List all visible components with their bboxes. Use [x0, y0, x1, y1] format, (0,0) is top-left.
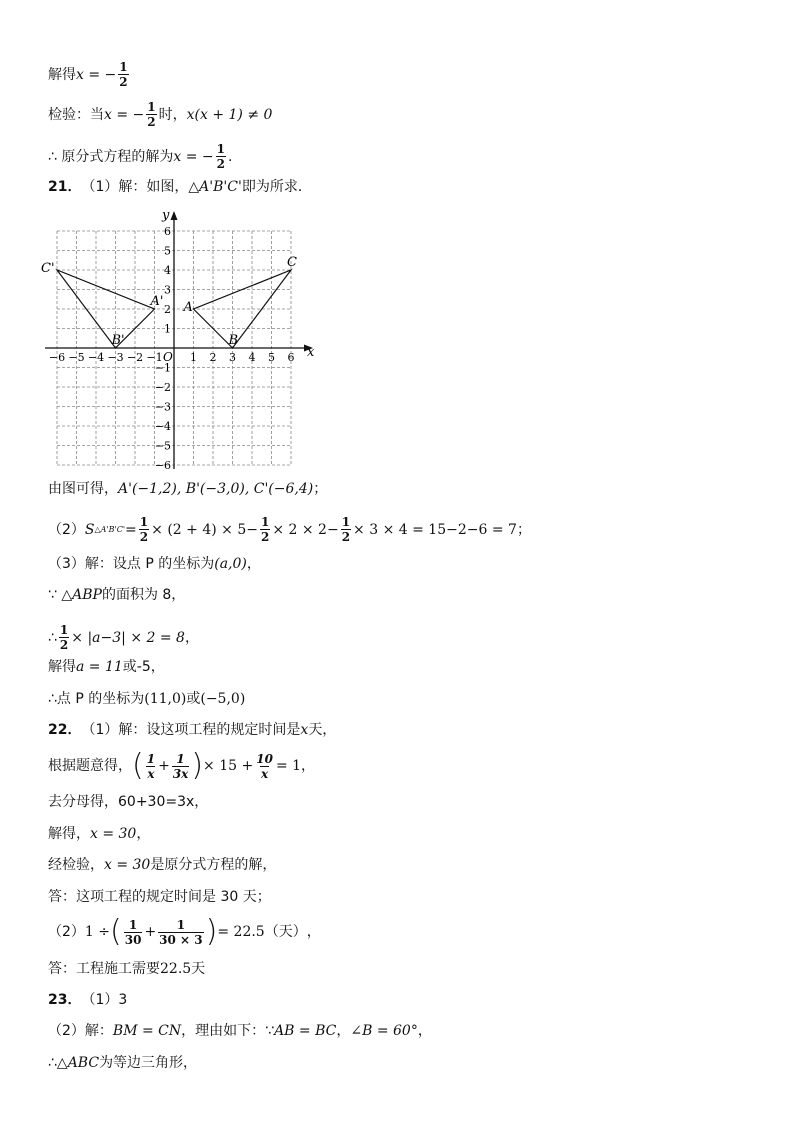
text: 是原分式方程的解，	[150, 857, 277, 873]
text: ，	[336, 1023, 351, 1039]
math-expr: AB = BC	[274, 1023, 337, 1039]
check-line	[48, 100, 272, 129]
math-expr: × 15 +	[203, 758, 254, 774]
y-tick-label: −2	[154, 381, 171, 394]
text: 天	[191, 961, 206, 977]
text: 根据题意得，	[48, 758, 132, 774]
x-tick-label: −1	[146, 351, 163, 364]
text: ∴△	[48, 1055, 68, 1071]
question-number: 22．	[48, 722, 82, 738]
math-expr: BM = CN	[112, 1023, 182, 1039]
math-expr: ABP	[72, 587, 102, 603]
right-paren: )	[205, 914, 218, 949]
therefore-line	[48, 1054, 197, 1072]
text: ，	[417, 1023, 432, 1039]
text: 解得	[48, 66, 76, 83]
math-var: x	[300, 722, 309, 738]
part2-line	[48, 913, 321, 951]
check-line	[48, 856, 276, 874]
clear-denominator-line	[48, 793, 208, 811]
y-tick-label: −3	[154, 400, 171, 414]
area-line	[48, 515, 531, 544]
vertex-label: B	[228, 333, 239, 348]
x-tick-label: 5	[268, 351, 275, 364]
text: （2）解：	[48, 1023, 113, 1039]
y-tick-label: −6	[154, 459, 171, 472]
part2-line	[48, 1022, 432, 1040]
vertex-label: A'	[150, 294, 164, 309]
vertex-label: B'	[111, 333, 125, 348]
math-expr: =	[125, 521, 137, 538]
text: 由图可得，	[48, 481, 118, 497]
left-paren: (	[132, 748, 144, 783]
y-tick-label: 5	[164, 244, 171, 258]
text: （1）3	[81, 992, 128, 1008]
text: （1）解：如图，△	[81, 179, 200, 195]
text: 去分母得，60+30=3x，	[48, 794, 209, 810]
y-axis-label: y	[162, 208, 170, 223]
text: 检验：当	[48, 106, 104, 123]
x-tick-label: −4	[87, 351, 105, 364]
y-axis-arrow	[171, 211, 178, 220]
text: ，	[246, 556, 261, 572]
math-expr: x = −	[76, 66, 117, 83]
math-symbol: S	[84, 521, 95, 538]
text: 答：工程施工需要	[48, 961, 160, 977]
math-expr: = 22.5（天）	[217, 924, 307, 940]
text: ；	[313, 481, 328, 497]
question-number: 23．	[48, 992, 82, 1008]
math-expr: (−5,0)	[200, 691, 246, 707]
text: （1）解：设这项工程的规定时间是	[81, 722, 301, 738]
text: 或-5，	[122, 659, 165, 675]
math-expr: ABC	[67, 1055, 100, 1071]
text: 经检验，	[48, 857, 104, 873]
text: （2）	[48, 521, 85, 538]
x-tick-label: 2	[209, 351, 217, 364]
y-tick-label: 3	[164, 283, 171, 297]
math-expr: 1 ÷	[84, 924, 111, 940]
solution-line	[48, 60, 131, 89]
fraction: $\frac{1}{x}$	[146, 751, 156, 781]
solve-line	[48, 825, 150, 843]
x-tick-label: 4	[248, 351, 256, 364]
right-paren: )	[191, 748, 204, 783]
text: 解得	[48, 659, 76, 675]
math-expr: x = 30	[90, 826, 137, 842]
text: （3）解：设点 P 的坐标为	[48, 556, 215, 572]
fraction: $\frac{1}{30 \times 3}$	[159, 917, 203, 947]
text: 即为所求．	[241, 179, 312, 195]
vertex-label: C'	[41, 261, 55, 276]
fraction: $\frac{1}{3x}$	[172, 751, 189, 781]
fraction: $\frac{1}{30}$	[124, 917, 142, 947]
solve-line	[48, 658, 165, 676]
text: 为等边三角形，	[99, 1055, 198, 1071]
y-tick-label: 1	[164, 322, 171, 336]
y-tick-label: −5	[154, 439, 171, 453]
x-tick-label: 1	[190, 351, 197, 364]
question-22-heading	[48, 721, 336, 739]
math-expr: x = 30	[104, 857, 151, 873]
text: ∴ 原分式方程的解为	[48, 148, 174, 165]
x-tick-label: −3	[107, 351, 124, 364]
fraction: $\frac{1}{2}$	[260, 515, 270, 544]
math-expr: x = −	[173, 148, 214, 165]
text: ∴点 P 的坐标为	[48, 691, 145, 707]
text: ，理由如下：∵	[181, 1023, 275, 1039]
fraction: $\frac{1}{2}$	[139, 515, 149, 544]
fraction: $\frac{1}{2}$	[216, 142, 225, 171]
x-tick-label: −2	[126, 351, 144, 364]
text: .	[227, 148, 233, 165]
x-axis-label: x	[307, 345, 315, 360]
point-p-line	[48, 690, 245, 708]
fraction: $\frac{10}{x}$	[256, 751, 273, 781]
equation-line	[48, 623, 199, 652]
math-expr: = 1，	[275, 758, 316, 774]
answer-line	[48, 888, 271, 906]
part3-line	[48, 555, 261, 573]
coordinate-grid-chart	[41, 198, 334, 472]
fraction: $\frac{1}{2}$	[147, 100, 156, 129]
conclusion-line	[48, 142, 232, 171]
math-expr: 22.5	[160, 961, 192, 977]
x-tick-label: 3	[229, 351, 236, 364]
text: ∴	[48, 629, 57, 646]
math-expr: A'B'C'	[199, 179, 242, 195]
math-expr: x = −	[104, 106, 145, 123]
math-expr: × (2 + 4) × 5−	[151, 521, 258, 538]
left-paren: (	[110, 914, 122, 949]
x-tick-label: 6	[287, 351, 295, 364]
vertex-label: C	[287, 255, 297, 270]
coordinates-line	[48, 480, 327, 498]
text: 答：这项工程的规定时间是 30 天；	[48, 889, 271, 905]
math-subscript: △A'B'C'	[94, 524, 126, 534]
text: 的面积为 8，	[101, 587, 186, 603]
origin-label: O	[163, 350, 173, 364]
vertex-label: A	[183, 300, 193, 315]
answer-line	[48, 960, 205, 978]
y-tick-label: −4	[154, 420, 171, 433]
y-tick-label: 2	[164, 303, 171, 316]
text: （2）	[48, 924, 85, 940]
math-expr: x(x + 1) ≠ 0	[186, 106, 273, 123]
fraction: $\frac{1}{2}$	[59, 623, 69, 652]
math-expr: (a,0)	[214, 556, 247, 572]
x-tick-label: −6	[48, 351, 66, 364]
y-tick-label: −1	[154, 361, 171, 375]
equation-line	[48, 747, 315, 785]
math-expr: a = 11	[76, 659, 123, 675]
text: 或	[186, 691, 201, 707]
text: ；	[516, 521, 531, 538]
math-expr: +	[144, 924, 157, 940]
math-expr: × 3 × 4 = 15−2−6 = 7	[353, 521, 517, 538]
text: ，	[306, 924, 321, 940]
math-expr: × |a−3| × 2 = 8	[71, 629, 185, 646]
text: 解得，	[48, 826, 90, 842]
x-tick-label: −5	[68, 351, 85, 364]
fraction: $\frac{1}{2}$	[119, 60, 128, 89]
text: ，	[184, 629, 199, 646]
math-expr: × 2 × 2−	[272, 521, 339, 538]
text: ∵ △	[48, 587, 73, 603]
math-expr: (11,0)	[144, 691, 187, 707]
y-tick-label: 6	[164, 225, 171, 238]
text: 时，	[158, 106, 187, 123]
math-expr: A'(−1,2), B'(−3,0), C'(−6,4)	[118, 481, 314, 497]
math-expr: +	[158, 758, 170, 774]
because-line	[48, 586, 185, 604]
question-23-heading	[48, 991, 127, 1009]
fraction: $\frac{1}{2}$	[341, 515, 351, 544]
question-21-heading	[48, 178, 312, 196]
text: 天，	[308, 722, 337, 738]
text: ，	[136, 826, 151, 842]
question-number: 21．	[48, 179, 82, 195]
y-tick-label: 4	[164, 264, 171, 277]
math-expr: ∠B = 60°	[350, 1023, 418, 1039]
